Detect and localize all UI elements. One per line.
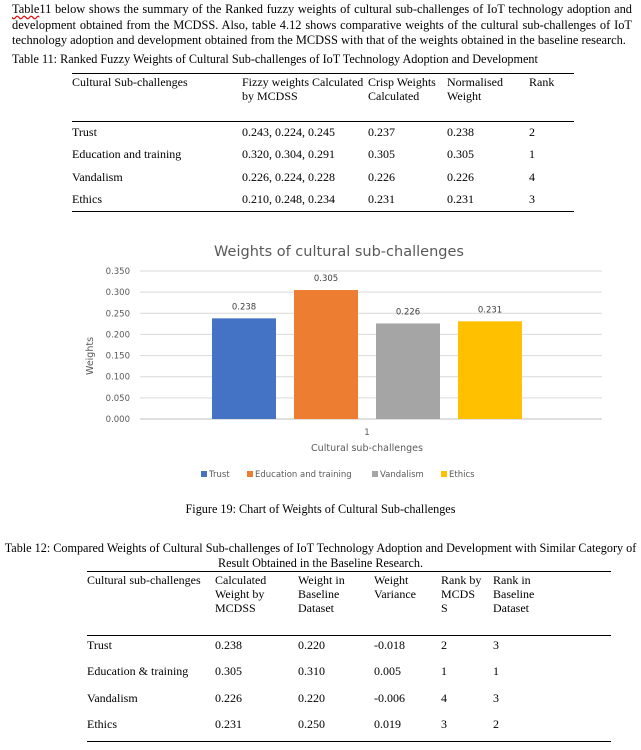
chart-gridlines — [140, 271, 602, 419]
table-cell: 3 — [441, 717, 447, 731]
table-row — [87, 636, 611, 663]
table-cell: 0.231 — [368, 192, 395, 206]
chart-bar — [294, 290, 358, 419]
table-cell: 0.305 — [368, 147, 395, 161]
table11-header: Normalised Weight — [447, 74, 529, 122]
table-cell: 0.226 — [368, 169, 395, 184]
table-cell: Ethics — [72, 192, 102, 206]
table-cell: 2 — [441, 638, 447, 652]
chart-x-tick-label: 1 — [364, 428, 370, 438]
table-cell: 0.005 — [374, 664, 401, 678]
chart-bars — [212, 290, 522, 419]
table11-header: Rank — [529, 74, 574, 122]
table11-header: Crisp Weights Calculated — [368, 74, 447, 122]
table-cell: 0.220 — [298, 638, 325, 652]
table11-header: Cultural Sub-challenges — [72, 74, 242, 122]
table-cell: 3 — [529, 192, 535, 206]
table-cell: 0.226 — [447, 169, 474, 184]
table-cell: 3 — [493, 638, 499, 652]
table12-header: Weight in Baseline Dataset — [298, 572, 374, 636]
table-cell: 0.220 — [298, 690, 325, 705]
chart-legend-swatch — [372, 471, 378, 477]
chart-y-tick-label: 0.300 — [105, 288, 130, 299]
table-cell: 0.310 — [298, 664, 325, 678]
table-cell: Education and training — [72, 147, 182, 161]
intro-text: 11 below shows the summary of the Ranked fuzzy weights of cultural sub-challenges of IoT technology adoption and development obtained from the MCDSS. Also, table 4.12 shows comparative weights of the cultural sub-challenges of IoT technology adoption and development obtained from the MCDSS with that of the weights obtained in the baseline research. — [12, 2, 632, 47]
chart-y-tick-label: 0.250 — [105, 309, 130, 320]
table-cell: 1 — [493, 664, 499, 678]
chart-legend-label: Vandalism — [380, 470, 424, 480]
table-cell: Trust — [72, 125, 97, 139]
table-cell: 0.243, 0.224, 0.245 — [242, 125, 335, 139]
table12-header-row — [87, 572, 611, 636]
chart-y-tick-label: 0.150 — [105, 351, 130, 362]
intro-paragraph — [12, 2, 632, 49]
table12-header: Rank in Baseline Dataset — [493, 572, 611, 636]
table11-caption: Table 11: Ranked Fuzzy Weights of Cultural Sub-challenges of IoT Technology Adoption and Development — [12, 52, 538, 66]
chart-y-ticks — [106, 267, 130, 425]
table-cell: 0.226, 0.224, 0.228 — [242, 169, 335, 184]
chart-x-axis-label: Cultural sub-challenges — [311, 443, 423, 454]
chart-legend-label: Trust — [209, 470, 230, 480]
table12 — [87, 571, 611, 742]
chart-title: Weights of cultural sub-challenges — [214, 244, 464, 260]
table12-header: Weight Variance — [374, 572, 441, 636]
table-cell: 0.226 — [215, 690, 242, 705]
chart-legend-swatch — [201, 471, 207, 477]
table-row — [72, 189, 574, 212]
table-row — [87, 715, 611, 742]
chart-y-tick-label: 0.000 — [105, 415, 130, 425]
chart-bar — [376, 323, 440, 419]
chart-bar — [212, 318, 276, 419]
table-cell: Trust — [87, 638, 112, 652]
table-cell: 3 — [493, 690, 499, 705]
chart-data-label: 0.305 — [313, 274, 339, 285]
table-cell: 2 — [529, 125, 535, 139]
table-row — [72, 144, 574, 167]
table-row — [87, 689, 611, 716]
chart-legend — [201, 470, 475, 480]
chart-data-label: 0.238 — [231, 302, 257, 313]
table-row — [87, 662, 611, 689]
chart-y-tick-label: 0.200 — [105, 330, 130, 341]
table-cell: Ethics — [87, 717, 117, 731]
chart-data-label: 0.231 — [477, 305, 503, 316]
table-cell: 0.238 — [215, 638, 242, 652]
table-cell: 0.305 — [215, 664, 242, 678]
table-cell: -0.018 — [374, 638, 405, 652]
figure-caption: Figure 19: Chart of Weights of Cultural Sub-challenges — [185, 502, 456, 516]
table-cell: 0.231 — [215, 717, 242, 731]
chart-legend-label: Ethics — [449, 470, 475, 480]
table12-caption-line1: Table 12: Compared Weights of Cultural Sub-challenges of IoT Technology Adoption and Development with Similar Category of — [4, 541, 637, 555]
table-cell: -0.006 — [374, 690, 405, 705]
table-cell: 1 — [441, 664, 447, 678]
chart-legend-swatch — [441, 471, 447, 477]
table12-header: Cultural sub-challenges — [87, 572, 215, 636]
table-cell: 0.250 — [298, 717, 325, 731]
chart-y-tick-label: 0.100 — [105, 372, 130, 383]
table12-header: Calculated Weight by MCDSS — [215, 572, 298, 636]
table-cell: Education & training — [87, 664, 189, 678]
chart-y-axis-label: Weights — [85, 336, 96, 376]
table11 — [72, 73, 574, 212]
chart-y-tick-label: 0.350 — [105, 267, 130, 277]
table-cell: 0.305 — [447, 147, 474, 161]
table-cell: 1 — [529, 147, 535, 161]
table11-header-row — [72, 74, 574, 122]
table-row — [72, 167, 574, 190]
table-cell: 0.237 — [368, 125, 395, 139]
table12-caption-line2: Result Obtained in the Baseline Research. — [217, 556, 424, 570]
table-cell: 0.210, 0.248, 0.234 — [242, 192, 335, 206]
chart-legend-swatch — [247, 471, 253, 477]
weights-bar-chart — [0, 236, 641, 486]
table-cell: 4 — [441, 690, 447, 705]
table12-header: Rank by MCDS S — [441, 572, 493, 636]
chart-bar — [458, 321, 522, 419]
table-cell: 0.238 — [447, 125, 474, 139]
table-cell: Vandalism — [87, 690, 138, 705]
table-cell: 0.019 — [374, 717, 401, 731]
table11-header: Fizzy weights Calculated by MCDSS — [242, 74, 368, 122]
table-cell: 0.320, 0.304, 0.291 — [242, 147, 335, 161]
table-cell: 2 — [493, 717, 499, 731]
table-cell: 4 — [529, 169, 535, 184]
chart-data-label: 0.226 — [395, 307, 421, 318]
chart-y-tick-label: 0.050 — [105, 393, 130, 404]
chart-data-labels — [232, 274, 502, 317]
table-cell: 0.231 — [447, 192, 474, 206]
table-row — [72, 122, 574, 145]
chart-legend-label: Education and training — [255, 470, 352, 480]
spellcheck-word: Table — [12, 2, 40, 16]
table-cell: Vandalism — [72, 169, 123, 184]
